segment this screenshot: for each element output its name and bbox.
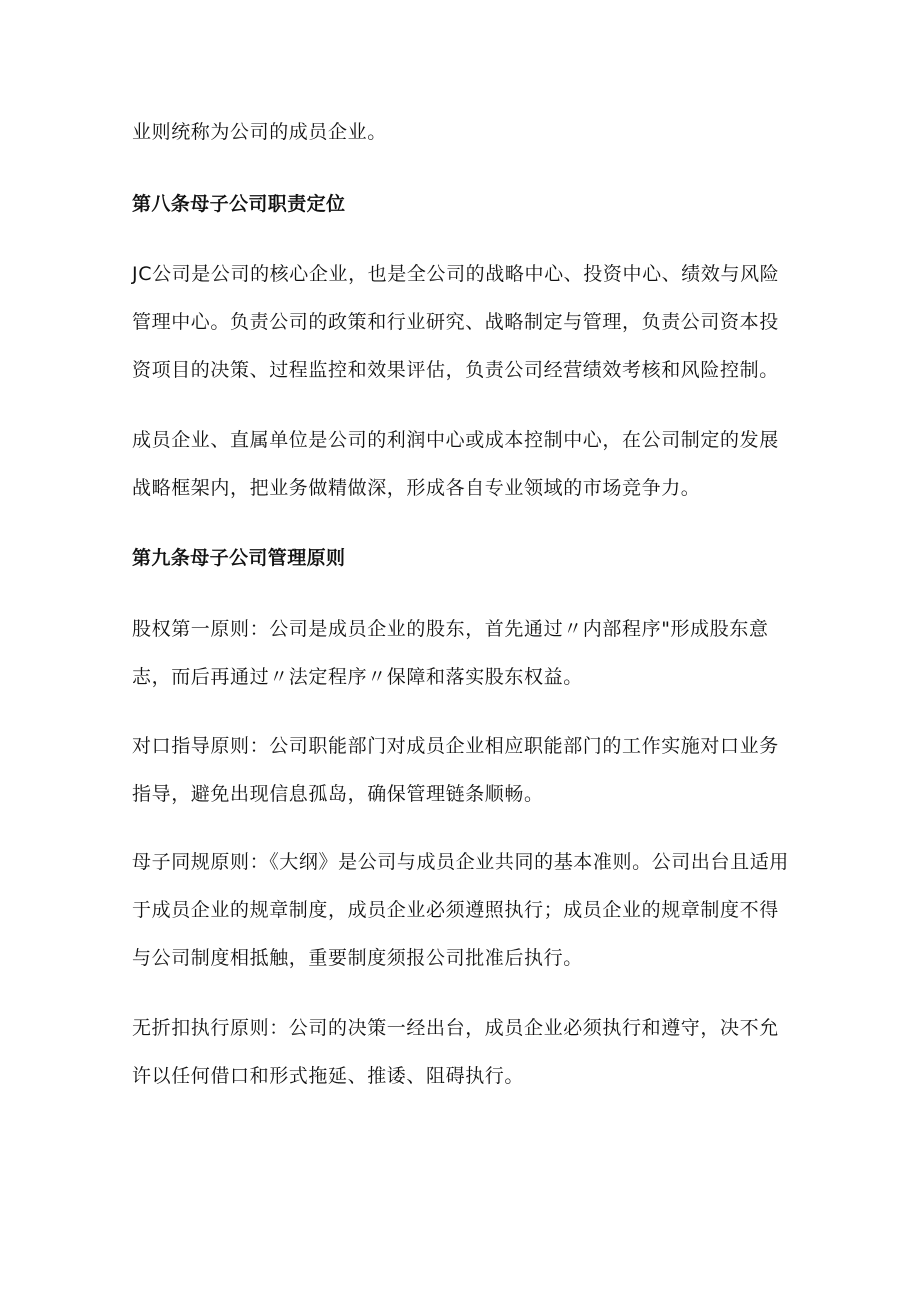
paragraph-same-rules-principle: 母子同规原则：《大纲》是公司与成员企业共同的基本准则。公司出台且适用于成员企业的规章制度，成员企业必须遵照执行；成员企业的规章制度不得与公司制度相抵触，重要制度须报公司批准后执行。 [132, 851, 789, 969]
paragraph-continuation: 业则统称为公司的成员企业。 [132, 121, 387, 143]
paragraph-counterpart-guidance-principle: 对口指导原则：公司职能部门对成员企业相应职能部门的工作实施对口业务指导，避免出现信息孤岛，确保管理链条顺畅。 [132, 735, 779, 805]
paragraph-no-discount-execution-principle: 无折扣执行原则：公司的决策一经出台，成员企业必须执行和遵守，决不允许以任何借口和形式拖延、推诿、阻碍执行。 [132, 1017, 779, 1087]
paragraph-equity-first-principle: 股权第一原则：公司是成员企业的股东，首先通过〃内部程序"形成股东意志，而后再通过〃法定程序〃保障和落实股东权益。 [132, 618, 769, 688]
paragraph-jc-role: JC公司是公司的核心企业，也是全公司的战略中心、投资中心、绩效与风险管理中心。负责公司的政策和行业研究、战略制定与管理，负责公司资本投资项目的决策、过程监控和效果评估，负责公司经营绩效考核和风险控制。 [132, 263, 780, 381]
article-8-heading: 第八条母子公司职责定位 [132, 193, 346, 215]
article-9-heading: 第九条母子公司管理原则 [132, 547, 346, 569]
paragraph-member-enterprise-role: 成员企业、直属单位是公司的利润中心或成本控制中心，在公司制定的发展战略框架内，把业务做精做深，形成各自专业领域的市场竞争力。 [132, 429, 779, 499]
